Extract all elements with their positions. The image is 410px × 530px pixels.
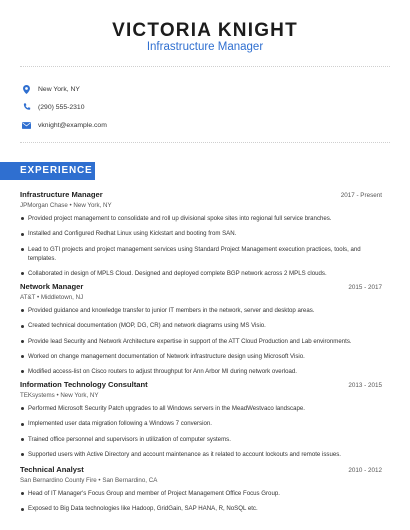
list-item: Trained office personnel and supervisors in utilization of computer systems. [20,435,382,444]
list-item: Performed Microsoft Security Patch upgrades to all Windows servers in the MeadWestvaco landscape. [20,404,382,413]
job-entry [20,465,382,514]
divider [20,66,390,67]
job-org-line: TEKsystems • New York, NY [20,392,99,399]
location-text: New York, NY [38,85,80,93]
job-org: TEKsystems [20,392,55,399]
phone-text: (290) 555-2310 [38,103,85,111]
divider [20,142,390,143]
job-org: San Bernardino County Fire [20,477,97,484]
phone-icon [22,103,31,112]
job-dates: 2010 - 2012 [348,467,382,474]
map-pin-icon [22,85,31,94]
resume-name: VICTORIA KNIGHT [112,20,298,41]
job-entry [20,380,382,459]
job-entry [20,190,382,278]
list-item: Collaborated in design of MPLS Cloud. Designed and deployed complete BGP network across 2 MPLS clouds. [20,269,382,278]
job-org-line: San Bernardino County Fire • San Bernardino, CA [20,477,158,484]
list-item: Exposed to Big Data technologies like Hadoop, GridGain, SAP HANA, R, NoSQL etc. [20,504,382,513]
job-title: Network Manager [20,282,84,291]
list-item: Installed and Configured Redhat Linux using Kickstart and booting from SAN. [20,229,382,238]
email-text: vknight@example.com [38,121,107,129]
job-dates: 2017 - Present [340,192,382,199]
list-item: Head of IT Manager's Focus Group and member of Project Management Office Focus Group. [20,489,382,498]
job-org-line: AT&T • Middletown, NJ [20,294,84,301]
job-org-line: JPMorgan Chase • New York, NY [20,202,112,209]
job-location: New York, NY [60,392,99,399]
list-item: Modified access-list on Cisco routers to adjust throughput for Ann Arbor MI during network overload. [20,367,382,376]
job-title: Infrastructure Manager [20,190,103,199]
job-location: New York, NY [73,202,112,209]
list-item: Created technical documentation (MOP, DG, CR) and network diagrams using MS Visio. [20,321,382,330]
job-location: Middletown, NJ [40,294,84,301]
contact-location [22,82,382,96]
list-item: Implemented user data migration following a Windows 7 conversion. [20,419,382,428]
list-item: Lead to GTI projects and project management services using Standard Project Management execution practices, tools, and templates. [20,245,382,264]
list-item: Provided guidance and knowledge transfer to junior IT members in the network, server and desktop areas. [20,306,382,315]
section-heading-experience: EXPERIENCE [0,162,95,180]
job-title: Information Technology Consultant [20,380,148,389]
mail-icon [22,121,31,130]
job-org: AT&T [20,294,36,301]
job-title: Technical Analyst [20,465,84,474]
contact-phone [22,100,382,114]
list-item: Supported users with Active Directory and account maintenance as it related to account lockouts and remote issues. [20,450,382,459]
job-location: San Bernardino, CA [102,477,158,484]
job-dates: 2015 - 2017 [348,284,382,291]
contact-email [22,118,382,132]
list-item: Provide lead Security and Network Architecture expertise in support of the ATT Cloud Production and Lab environments. [20,337,382,346]
list-item: Worked on change management documentation of Network infrastructure design using Microsoft Visio. [20,352,382,361]
resume-title: Infrastructure Manager [146,41,264,53]
job-entry [20,282,382,376]
list-item: Provided project management to consolidate and roll up divisional spoke sites into regional full service branches. [20,214,382,223]
job-org: JPMorgan Chase [20,202,68,209]
job-dates: 2013 - 2015 [348,382,382,389]
